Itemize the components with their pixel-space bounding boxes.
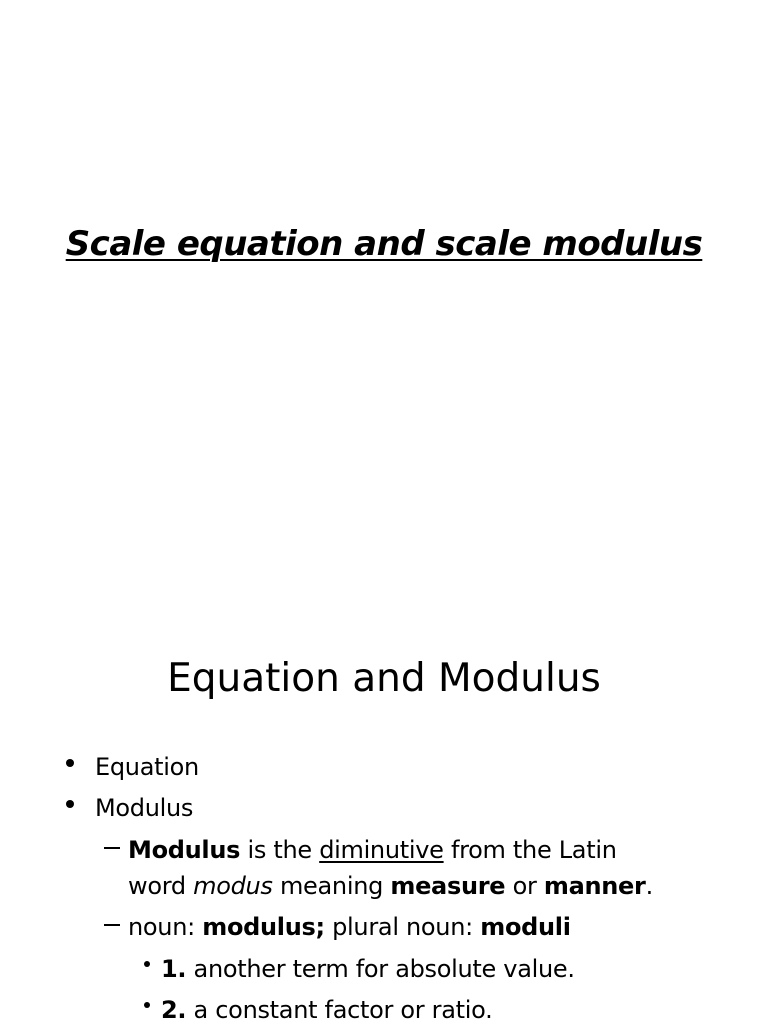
text-span: is the	[240, 836, 320, 864]
text-span: plural noun:	[324, 913, 481, 941]
term-manner: manner	[543, 872, 646, 900]
bullet-icon	[144, 1002, 150, 1008]
sub-item-noun	[128, 911, 571, 943]
definition-number: 2.	[161, 996, 187, 1024]
text-span: from the Latin	[443, 836, 617, 864]
text-span: word	[128, 872, 194, 900]
bullet-item-equation: Equation	[95, 753, 199, 781]
link-diminutive[interactable]: diminutive	[319, 836, 444, 864]
bullet-icon	[66, 800, 74, 808]
bullet-icon	[66, 759, 74, 767]
definition-number: 1.	[161, 955, 187, 983]
sub-item-definition-line1	[128, 834, 617, 866]
text-span: .	[645, 872, 653, 900]
definition-text: a constant factor or ratio.	[186, 996, 493, 1024]
bullet-icon	[144, 961, 150, 967]
text-span: meaning	[272, 872, 391, 900]
definition-item-1	[161, 953, 575, 985]
term-moduli: moduli	[480, 913, 571, 941]
dash-icon	[104, 847, 120, 849]
slide-1-title: Scale equation and scale modulus	[65, 224, 703, 264]
text-span: or	[505, 872, 544, 900]
term-modulus-noun: modulus;	[202, 913, 325, 941]
dash-icon	[104, 924, 120, 926]
definition-item-2	[161, 994, 492, 1026]
slide-2-title: Equation and Modulus	[167, 656, 601, 701]
term-modulus: Modulus	[128, 836, 241, 864]
sub-item-definition-line2	[128, 870, 653, 902]
bullet-item-modulus: Modulus	[95, 794, 194, 822]
term-modus: modus	[193, 872, 273, 900]
definition-text: another term for absolute value.	[186, 955, 575, 983]
term-measure: measure	[390, 872, 506, 900]
text-span: noun:	[128, 913, 203, 941]
